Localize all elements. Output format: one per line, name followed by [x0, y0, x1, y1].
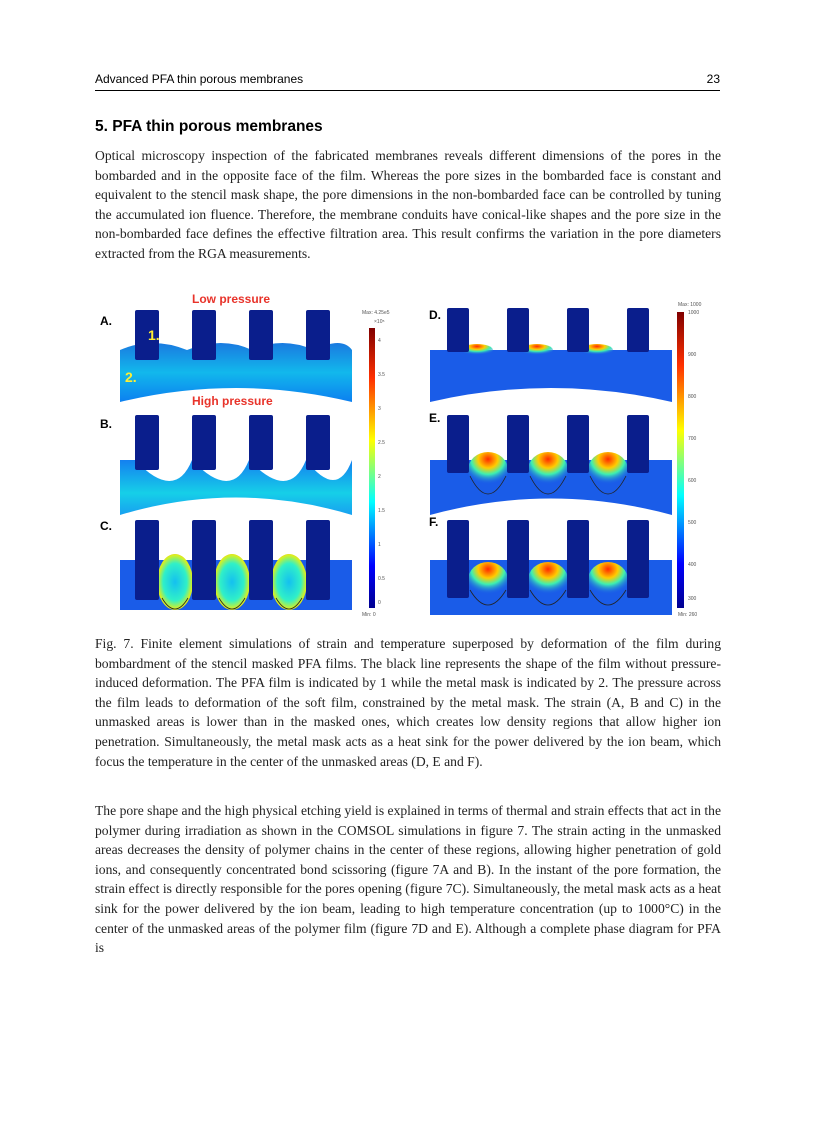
body-paragraph: The pore shape and the high physical etching yield is explained in terms of thermal and strain effects that act in the polymer during irradiation as shown in the COMSOL simulations in figure 7. The strain acting in the unmasked areas decreases the density of polymer chains in the center of these regions, allowing higher penetration of gold ions, and consequently concentrated bond scissoring (figure 7A and B). In the instant of the pore formation, the strain effect is directly responsible for the pores opening (figure 7C). Simultaneously, the metal mask acts as a heat sink for the power delivered by the ion beam, leading to high temperature concentration (up to 1000°C) in the center of the unmasked areas of the polymer film (figure 7D and E). Although a complete phase diagram for PFA is	[95, 803, 721, 956]
temperature-min-label: Min: 260	[678, 612, 698, 618]
panel-d	[430, 308, 672, 402]
panel-b	[120, 415, 352, 515]
panel-f	[430, 520, 672, 615]
panel-label-d: D.	[429, 308, 441, 322]
panel-e	[430, 415, 672, 515]
callout-mask: 2.	[125, 369, 137, 385]
strain-max-label: Max: 4.25e5	[362, 310, 390, 316]
figure-7-svg	[92, 290, 722, 620]
running-title: Advanced PFA thin porous membranes	[95, 72, 304, 86]
temperature-tick: 800	[688, 394, 697, 400]
panel-label-b: B.	[100, 417, 112, 431]
strain-tick: 2	[378, 474, 381, 480]
strain-tick: 1	[378, 542, 381, 548]
temperature-tick: 900	[688, 352, 697, 358]
temperature-tick: 700	[688, 436, 697, 442]
section-title: 5. PFA thin porous membranes	[95, 118, 323, 135]
figure-caption: Fig. 7. Finite element simulations of strain and temperature superposed by deformation of the film during bombardment of the stencil masked PFA films. The black line represents the shape of the film without pressure-induced deformation. The PFA film is indicated by 1 while the metal mask is indicated by 2. The pressure across the film leads to deformation of the soft film, constrained by the metal mask. The strain (A, B and C) in the unmasked areas is lower than in the masked ones, which creates low density regions that allow higher ion penetration. Simultaneously, the metal mask acts as a heat sink for the power delivered by the ion beam, which focus the temperature in the center of the unmasked areas (D, E and F).	[95, 636, 721, 769]
temperature-tick: 400	[688, 562, 697, 568]
panel-a	[120, 310, 352, 402]
strain-tick: 0	[378, 600, 381, 606]
temperature-tick: 500	[688, 520, 697, 526]
panel-label-c: C.	[100, 519, 112, 533]
panel-label-a: A.	[100, 314, 112, 328]
temperature-tick: 300	[688, 596, 697, 602]
page-number: 23	[706, 72, 720, 86]
strain-min-label: Min: 0	[362, 612, 376, 618]
temperature-tick: 600	[688, 478, 697, 484]
strain-tick: 3	[378, 406, 381, 412]
temperature-max-label: Max: 1000	[678, 302, 702, 308]
strain-tick: 2.5	[378, 440, 385, 446]
low-pressure-label: Low pressure	[192, 292, 271, 306]
strain-color-scale	[362, 310, 390, 618]
panel-label-f: F.	[429, 515, 439, 529]
strain-tick: 3.5	[378, 372, 385, 378]
strain-tick: 0.5	[378, 576, 385, 582]
temperature-color-scale	[677, 302, 702, 618]
panel-label-e: E.	[429, 411, 441, 425]
strain-exponent: ×10⁵	[374, 319, 385, 325]
callout-film: 1.	[148, 327, 160, 343]
running-header	[95, 72, 720, 91]
panel-c	[120, 520, 352, 610]
intro-paragraph: Optical microscopy inspection of the fabricated membranes reveals different dimensions of the pores in the bombarded and in the opposite face of the film. Whereas the pore sizes in the bombarded face is constant and equivalent to the stencil mask shape, the pore dimensions in the non-bombarded face can be controlled by tuning the accumulated ion fluence. Therefore, the membrane conduits have conical-like shapes and the pore size in the non-bombarded face defines the effective filtration area. This result confirms the variation in the pore diameters extracted from the RGA measurements.	[95, 148, 721, 261]
temperature-tick: 1000	[688, 310, 700, 316]
strain-tick: 4	[378, 338, 381, 344]
high-pressure-label: High pressure	[192, 394, 273, 408]
strain-tick: 1.5	[378, 508, 385, 514]
figure-7	[92, 290, 722, 620]
